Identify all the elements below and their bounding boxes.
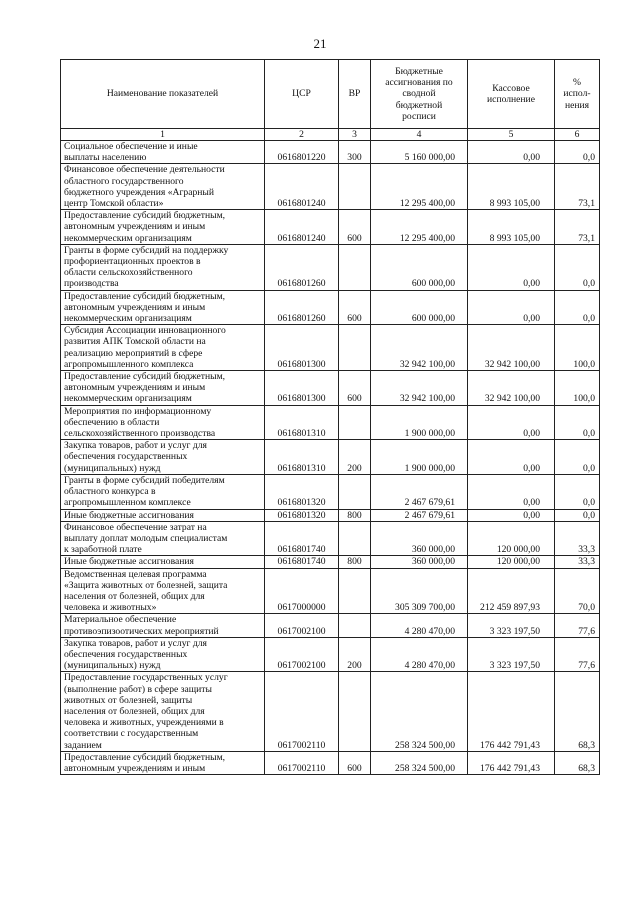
column-number: 2 — [265, 129, 339, 141]
column-number: 6 — [555, 129, 600, 141]
row-vr-cell — [339, 474, 371, 509]
header-name: Наименование показателей — [61, 60, 265, 129]
row-vr-cell — [339, 521, 371, 556]
row-csr-cell: 0616801320 — [265, 474, 339, 509]
row-budget-cell: 32 942 100,00 — [371, 371, 468, 406]
table-row — [61, 521, 600, 556]
row-budget-cell: 5 160 000,00 — [371, 141, 468, 164]
row-vr-cell — [339, 164, 371, 210]
row-pct-cell: 33,3 — [555, 521, 600, 556]
row-pct-cell: 100,0 — [555, 325, 600, 371]
row-name-cell: Гранты в форме субсидий победителям областного конкурса в агропромышленном комплексе — [61, 474, 265, 509]
row-budget-cell: 4 280 470,00 — [371, 637, 468, 672]
row-pct-cell: 0,0 — [555, 244, 600, 290]
row-pct-cell: 0,0 — [555, 440, 600, 475]
table-row — [61, 556, 600, 568]
row-budget-cell: 258 324 500,00 — [371, 751, 468, 774]
row-pct-cell: 0,0 — [555, 141, 600, 164]
row-pct-cell: 73,1 — [555, 164, 600, 210]
header-vr: ВР — [339, 60, 371, 129]
column-number: 4 — [371, 129, 468, 141]
table-row — [61, 474, 600, 509]
column-number: 5 — [468, 129, 555, 141]
row-budget-cell: 1 900 000,00 — [371, 440, 468, 475]
row-name-cell: Социальное обеспечение и иные выплаты населению — [61, 141, 265, 164]
table-row — [61, 405, 600, 440]
row-csr-cell: 0616801260 — [265, 244, 339, 290]
row-vr-cell — [339, 614, 371, 637]
row-budget-cell: 32 942 100,00 — [371, 325, 468, 371]
row-vr-cell: 600 — [339, 210, 371, 245]
row-csr-cell: 0616801300 — [265, 371, 339, 406]
row-cash-cell: 3 323 197,50 — [468, 637, 555, 672]
row-name-cell: Субсидия Ассоциации инновационного развития АПК Томской области на реализацию мероприятий в сфере агропромышленного комплекса — [61, 325, 265, 371]
row-cash-cell: 32 942 100,00 — [468, 371, 555, 406]
row-name-cell: Финансовое обеспечение затрат на выплату доплат молодым специалистам к заработной плате — [61, 521, 265, 556]
table-row — [61, 440, 600, 475]
row-csr-cell: 0617002100 — [265, 614, 339, 637]
row-cash-cell: 0,00 — [468, 474, 555, 509]
row-vr-cell: 600 — [339, 290, 371, 325]
row-pct-cell: 0,0 — [555, 509, 600, 521]
row-pct-cell: 0,0 — [555, 290, 600, 325]
row-cash-cell: 0,00 — [468, 509, 555, 521]
row-vr-cell: 300 — [339, 141, 371, 164]
row-name-cell: Гранты в форме субсидий на поддержку профориентационных проектов в области сельскохозяйственного производства — [61, 244, 265, 290]
page-number: 21 — [313, 36, 327, 51]
row-name-cell: Ведомственная целевая программа «Защита животных от болезней, защита населения от болезней, общих для человека и животных» — [61, 568, 265, 614]
row-vr-cell — [339, 405, 371, 440]
row-name-cell: Предоставление государственных услуг (выполнение работ) в сфере защиты животных от болезней, защиты населения от болезней, общих для человека и животных, учреждениями в соответствии с государственным заданием — [61, 672, 265, 751]
table-row — [61, 614, 600, 637]
row-cash-cell: 176 442 791,43 — [468, 751, 555, 774]
row-name-cell: Предоставление субсидий бюджетным, автономным учреждениям и иным некоммерческим организациям — [61, 290, 265, 325]
column-number-row — [61, 129, 600, 141]
table-row — [61, 141, 600, 164]
row-csr-cell: 0617002110 — [265, 751, 339, 774]
row-csr-cell: 0616801300 — [265, 325, 339, 371]
header-budget: Бюджетные ассигнования по сводной бюджетной росписи — [371, 60, 468, 129]
header-cash: Кассовое исполнение — [468, 60, 555, 129]
row-cash-cell: 0,00 — [468, 244, 555, 290]
row-cash-cell: 0,00 — [468, 141, 555, 164]
row-name-cell: Предоставление субсидий бюджетным, автономным учреждениям и иным некоммерческим организациям — [61, 371, 265, 406]
row-cash-cell: 8 993 105,00 — [468, 164, 555, 210]
row-budget-cell: 12 295 400,00 — [371, 210, 468, 245]
row-cash-cell: 120 000,00 — [468, 556, 555, 568]
row-csr-cell: 0616801240 — [265, 164, 339, 210]
row-budget-cell: 2 467 679,61 — [371, 509, 468, 521]
row-budget-cell: 4 280 470,00 — [371, 614, 468, 637]
row-budget-cell: 2 467 679,61 — [371, 474, 468, 509]
column-number: 3 — [339, 129, 371, 141]
table-row — [61, 371, 600, 406]
row-vr-cell: 600 — [339, 371, 371, 406]
row-vr-cell: 600 — [339, 751, 371, 774]
row-pct-cell: 73,1 — [555, 210, 600, 245]
row-cash-cell: 0,00 — [468, 290, 555, 325]
table-row — [61, 637, 600, 672]
row-name-cell: Иные бюджетные ассигнования — [61, 509, 265, 521]
row-csr-cell: 0616801220 — [265, 141, 339, 164]
table-row — [61, 325, 600, 371]
row-name-cell: Закупка товаров, работ и услуг для обеспечения государственных (муниципальных) нужд — [61, 637, 265, 672]
row-vr-cell — [339, 325, 371, 371]
row-pct-cell: 33,3 — [555, 556, 600, 568]
row-name-cell: Предоставление субсидий бюджетным, автономным учреждениям и иным некоммерческим организациям — [61, 210, 265, 245]
row-cash-cell: 8 993 105,00 — [468, 210, 555, 245]
row-cash-cell: 212 459 897,93 — [468, 568, 555, 614]
table-row — [61, 290, 600, 325]
row-csr-cell: 0616801310 — [265, 405, 339, 440]
row-vr-cell — [339, 672, 371, 751]
row-csr-cell: 0616801240 — [265, 210, 339, 245]
row-cash-cell: 0,00 — [468, 405, 555, 440]
row-vr-cell — [339, 244, 371, 290]
row-name-cell: Иные бюджетные ассигнования — [61, 556, 265, 568]
table-row — [61, 672, 600, 751]
row-csr-cell: 0616801740 — [265, 521, 339, 556]
row-budget-cell: 360 000,00 — [371, 521, 468, 556]
row-csr-cell: 0617002110 — [265, 672, 339, 751]
row-name-cell: Предоставление субсидий бюджетным, автономным учреждениям и иным — [61, 751, 265, 774]
row-csr-cell: 0617000000 — [265, 568, 339, 614]
row-cash-cell: 176 442 791,43 — [468, 672, 555, 751]
row-name-cell: Закупка товаров, работ и услуг для обеспечения государственных (муниципальных) нужд — [61, 440, 265, 475]
table-row — [61, 509, 600, 521]
row-budget-cell: 600 000,00 — [371, 244, 468, 290]
row-vr-cell — [339, 568, 371, 614]
row-pct-cell: 68,3 — [555, 672, 600, 751]
row-csr-cell: 0616801310 — [265, 440, 339, 475]
row-pct-cell: 70,0 — [555, 568, 600, 614]
row-vr-cell: 800 — [339, 556, 371, 568]
table-row — [61, 751, 600, 774]
row-budget-cell: 305 309 700,00 — [371, 568, 468, 614]
column-number: 1 — [61, 129, 265, 141]
row-name-cell: Финансовое обеспечение деятельности областного государственного бюджетного учреждения «Аграрный центр Томской области» — [61, 164, 265, 210]
row-name-cell: Материальное обеспечение противоэпизоотических мероприятий — [61, 614, 265, 637]
row-pct-cell: 68,3 — [555, 751, 600, 774]
budget-execution-table — [60, 59, 600, 775]
row-cash-cell: 0,00 — [468, 440, 555, 475]
row-budget-cell: 1 900 000,00 — [371, 405, 468, 440]
table-header-row — [61, 60, 600, 129]
row-budget-cell: 600 000,00 — [371, 290, 468, 325]
row-budget-cell: 258 324 500,00 — [371, 672, 468, 751]
row-vr-cell: 200 — [339, 637, 371, 672]
row-budget-cell: 12 295 400,00 — [371, 164, 468, 210]
header-pct: % испол- нения — [555, 60, 600, 129]
row-pct-cell: 0,0 — [555, 474, 600, 509]
row-pct-cell: 100,0 — [555, 371, 600, 406]
table-row — [61, 210, 600, 245]
row-csr-cell: 0617002100 — [265, 637, 339, 672]
row-vr-cell: 800 — [339, 509, 371, 521]
row-budget-cell: 360 000,00 — [371, 556, 468, 568]
table-row — [61, 164, 600, 210]
row-name-cell: Мероприятия по информационному обеспечению в области сельскохозяйственного производства — [61, 405, 265, 440]
row-cash-cell: 32 942 100,00 — [468, 325, 555, 371]
row-cash-cell: 3 323 197,50 — [468, 614, 555, 637]
header-csr: ЦСР — [265, 60, 339, 129]
row-csr-cell: 0616801260 — [265, 290, 339, 325]
table-row — [61, 568, 600, 614]
row-cash-cell: 120 000,00 — [468, 521, 555, 556]
row-pct-cell: 0,0 — [555, 405, 600, 440]
row-csr-cell: 0616801320 — [265, 509, 339, 521]
row-pct-cell: 77,6 — [555, 637, 600, 672]
row-csr-cell: 0616801740 — [265, 556, 339, 568]
row-pct-cell: 77,6 — [555, 614, 600, 637]
row-vr-cell: 200 — [339, 440, 371, 475]
table-row — [61, 244, 600, 290]
